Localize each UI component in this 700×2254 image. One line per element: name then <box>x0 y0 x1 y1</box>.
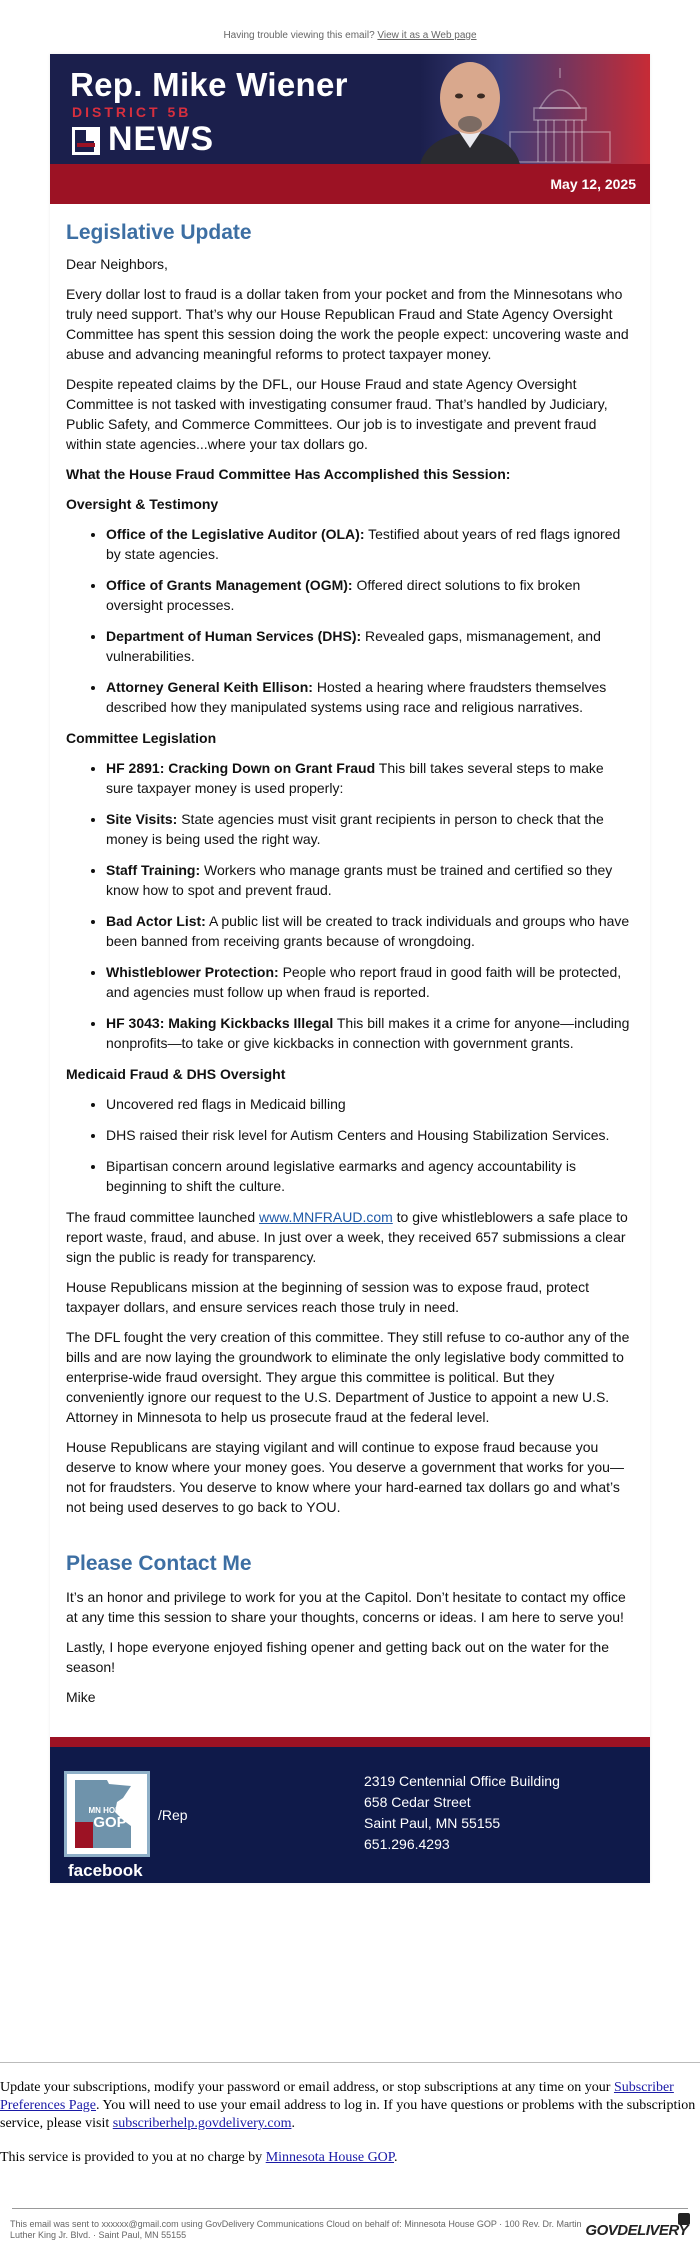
web-page-link[interactable]: View it as a Web page <box>377 30 477 41</box>
sub-text: . <box>394 2150 398 2165</box>
item-text: This bill makes it a crime for anyone—including nonprofits—to take or give kickbacks in connection with government grants. <box>106 1015 630 1051</box>
house-gop-flag-icon <box>72 127 100 155</box>
email-footer <box>50 1737 650 1883</box>
list-item <box>106 911 634 951</box>
medicaid-list <box>66 1094 634 1196</box>
address-line: 2319 Centennial Office Building <box>364 1773 560 1789</box>
oversight-heading: Oversight & Testimony <box>66 496 219 512</box>
mn-house-gop-logo[interactable] <box>64 1771 150 1857</box>
subscription-notice <box>0 2079 700 2183</box>
district-label: DISTRICT 5B <box>72 104 192 120</box>
list-item <box>106 1013 634 1053</box>
contact-paragraph-2: Lastly, I hope everyone enjoyed fishing opener and getting back out on the water for the season! <box>66 1639 609 1675</box>
sub-text: . You will need to use your email address to log in. If you have questions or problems with the subscription service, please visit <box>0 2098 696 2131</box>
list-item: • Bipartisan concern around legislative earmarks and agency accountability is beginning to shift the culture. <box>106 1156 634 1196</box>
list-item: • DHS raised their risk level for Autism Centers and Housing Stabilization Services. <box>106 1125 634 1145</box>
minnesota-house-gop-link[interactable]: Minnesota House GOP <box>265 2150 395 2165</box>
paragraph-6: House Republicans are staying vigilant and will continue to expose fraud because you deserve to know where your money goes. You deserve a government that works for you—not for fraudsters. You deserve to know where your hard-earned tax dollars go and what’s not being used deserves to go back to YOU. <box>66 1439 624 1515</box>
issue-date: May 12, 2025 <box>550 176 636 192</box>
item-bold: Office of Grants Management (OGM): <box>106 577 353 593</box>
gop-line-2: GOP <box>93 1814 127 1831</box>
greeting: Dear Neighbors, <box>66 256 168 272</box>
sub-text: . <box>291 2116 295 2131</box>
paragraph-4: House Republicans mission at the beginning of session was to expose fraud, protect taxpayer dollars, and ensure services reach those truly in need. <box>66 1279 589 1315</box>
paragraph-5: The DFL fought the very creation of this committee. They still refuse to co-author any of the bills and are now laying the groundwork to eliminate the only legislative body committed to enterprise-wide fraud oversight. They argue this committee is political. But they conveniently ignore our request to the U.S. Department of Justice to appoint a new U.S. Attorney in Minnesota to help us prosecute fraud at the federal level. <box>66 1329 630 1425</box>
contact-heading: Please Contact Me <box>66 1552 252 1575</box>
item-bold: Site Visits: <box>106 811 178 827</box>
subscriber-help-link[interactable]: subscriberhelp.govdelivery.com <box>112 2116 292 2131</box>
phone-number: 651.296.4293 <box>364 1836 450 1852</box>
item-text: People who report fraud in good faith will be protected, and agencies must follow up when fraud is reported. <box>106 964 622 1000</box>
list-item <box>106 758 634 798</box>
subscription-line-1 <box>0 2079 700 2133</box>
item-text: A public list will be created to track individuals and groups who have been banned from receiving grants because of wrongdoing. <box>106 913 630 949</box>
p3-before: The fraud committee launched <box>66 1209 259 1225</box>
trouble-viewing-text: Having trouble viewing this email? <box>223 30 375 41</box>
address-line: 658 Cedar Street <box>364 1794 471 1810</box>
divider <box>12 2208 688 2209</box>
article-content <box>50 204 650 1737</box>
email-body <box>50 54 650 1883</box>
list-item <box>106 524 634 564</box>
sub-text: Update your subscriptions, modify your password or email address, or stop subscriptions at any time on your <box>0 2080 614 2095</box>
paragraph-2: Despite repeated claims by the DFL, our House Fraud and state Agency Oversight Committee is not tasked with investigating consumer fraud. That’s handled by Judiciary, Public Safety, and Commerce Committees. Our job is to investigate and prevent fraud within state agencies...where your tax dollars go. <box>66 376 608 452</box>
office-address <box>364 1771 560 1855</box>
gop-line-1: MN HOUSE <box>88 1806 132 1815</box>
accomplished-heading: What the House Fraud Committee Has Accomplished this Session: <box>66 466 511 482</box>
item-bold: Staff Training: <box>106 862 201 878</box>
legislation-list <box>66 758 634 1053</box>
list-item <box>106 575 634 615</box>
item-bold: HF 2891: Cracking Down on Grant Fraud <box>106 760 376 776</box>
item-text: Hosted a hearing where fraudsters themselves described how they manipulated systems using race and religious narratives. <box>106 679 607 715</box>
web-view-note <box>0 0 700 54</box>
signoff: Mike <box>66 1689 96 1705</box>
list-item <box>106 626 634 666</box>
item-text: State agencies must visit grant recipients in person to check that the money is being used the right way. <box>106 811 604 847</box>
facebook-link[interactable]: facebook <box>68 1861 143 1880</box>
item-text: Testified about years of red flags ignored by state agencies. <box>106 526 621 562</box>
item-bold: Whistleblower Protection: <box>106 964 279 980</box>
legal-notice: This email was sent to xxxxxx@gmail.com using GovDelivery Communications Cloud on behalf of: Minnesota House GOP · 100 Rev. Dr. Martin Luther King Jr. Blvd. · Saint Paul, MN 55155 <box>10 2219 582 2240</box>
medicaid-heading: Medicaid Fraud & DHS Oversight <box>66 1066 286 1082</box>
item-text: Revealed gaps, mismanagement, and vulnerabilities. <box>106 628 601 664</box>
header-banner <box>50 54 650 164</box>
item-text: Offered direct solutions to fix broken oversight processes. <box>106 577 581 613</box>
item-bold: Department of Human Services (DHS): <box>106 628 362 644</box>
item-bold: Attorney General Keith Ellison: <box>106 679 313 695</box>
representative-name: Rep. Mike Wiener <box>70 66 348 103</box>
item-text: This bill takes several steps to make sure taxpayer money is used properly: <box>106 760 604 796</box>
item-text: Workers who manage grants must be trained and certified so they know how to spot and prevent fraud. <box>106 862 613 898</box>
article-heading: Legislative Update <box>66 221 252 244</box>
list-item <box>106 962 634 1002</box>
facebook-handle-link[interactable]: /Rep <box>158 1807 188 1823</box>
address-line: Saint Paul, MN 55155 <box>364 1815 501 1831</box>
list-item: • Uncovered red flags in Medicaid billing <box>106 1094 634 1114</box>
gop-label <box>83 1806 137 1831</box>
subscriber-preferences-link[interactable]: Subscriber Preferences Page <box>0 2080 674 2113</box>
item-bold: Office of the Legislative Auditor (OLA): <box>106 526 365 542</box>
list-item <box>106 860 634 900</box>
item-bold: Bad Actor List: <box>106 913 206 929</box>
news-label: NEWS <box>108 120 214 158</box>
paragraph-3 <box>66 1207 634 1267</box>
oversight-list <box>66 524 634 717</box>
mnfraud-link[interactable]: www.MNFRAUD.com <box>259 1209 393 1225</box>
list-item <box>106 677 634 717</box>
govdelivery-logo[interactable]: GOVDELIVERY <box>585 2222 688 2239</box>
representative-portrait <box>410 56 530 164</box>
contact-paragraph-1: It’s an honor and privilege to work for you at the Capitol. Don’t hesitate to contact my office at any time this session to share your thoughts, concerns or ideas. I am here to serve you! <box>66 1589 626 1625</box>
paragraph-1: Every dollar lost to fraud is a dollar taken from your pocket and from the Minnesotans who truly need support. That’s why our House Republican Fraud and State Agency Oversight Committee has spent this session doing the work the people expect: uncovering waste and abuse and advancing meaningful reforms to protect taxpayer money. <box>66 286 629 362</box>
divider <box>0 2062 700 2063</box>
item-bold: HF 3043: Making Kickbacks Illegal <box>106 1015 334 1031</box>
subscription-line-2 <box>0 2149 700 2167</box>
date-bar <box>50 164 650 204</box>
list-item <box>106 809 634 849</box>
p3-after: to give whistleblowers a safe place to report waste, fraud, and abuse. In just over a week, they received 657 submissions a clear sign the public is ready for transparency. <box>66 1209 628 1265</box>
legislation-heading: Committee Legislation <box>66 730 217 746</box>
sub-text: This service is provided to you at no charge by <box>0 2150 266 2165</box>
